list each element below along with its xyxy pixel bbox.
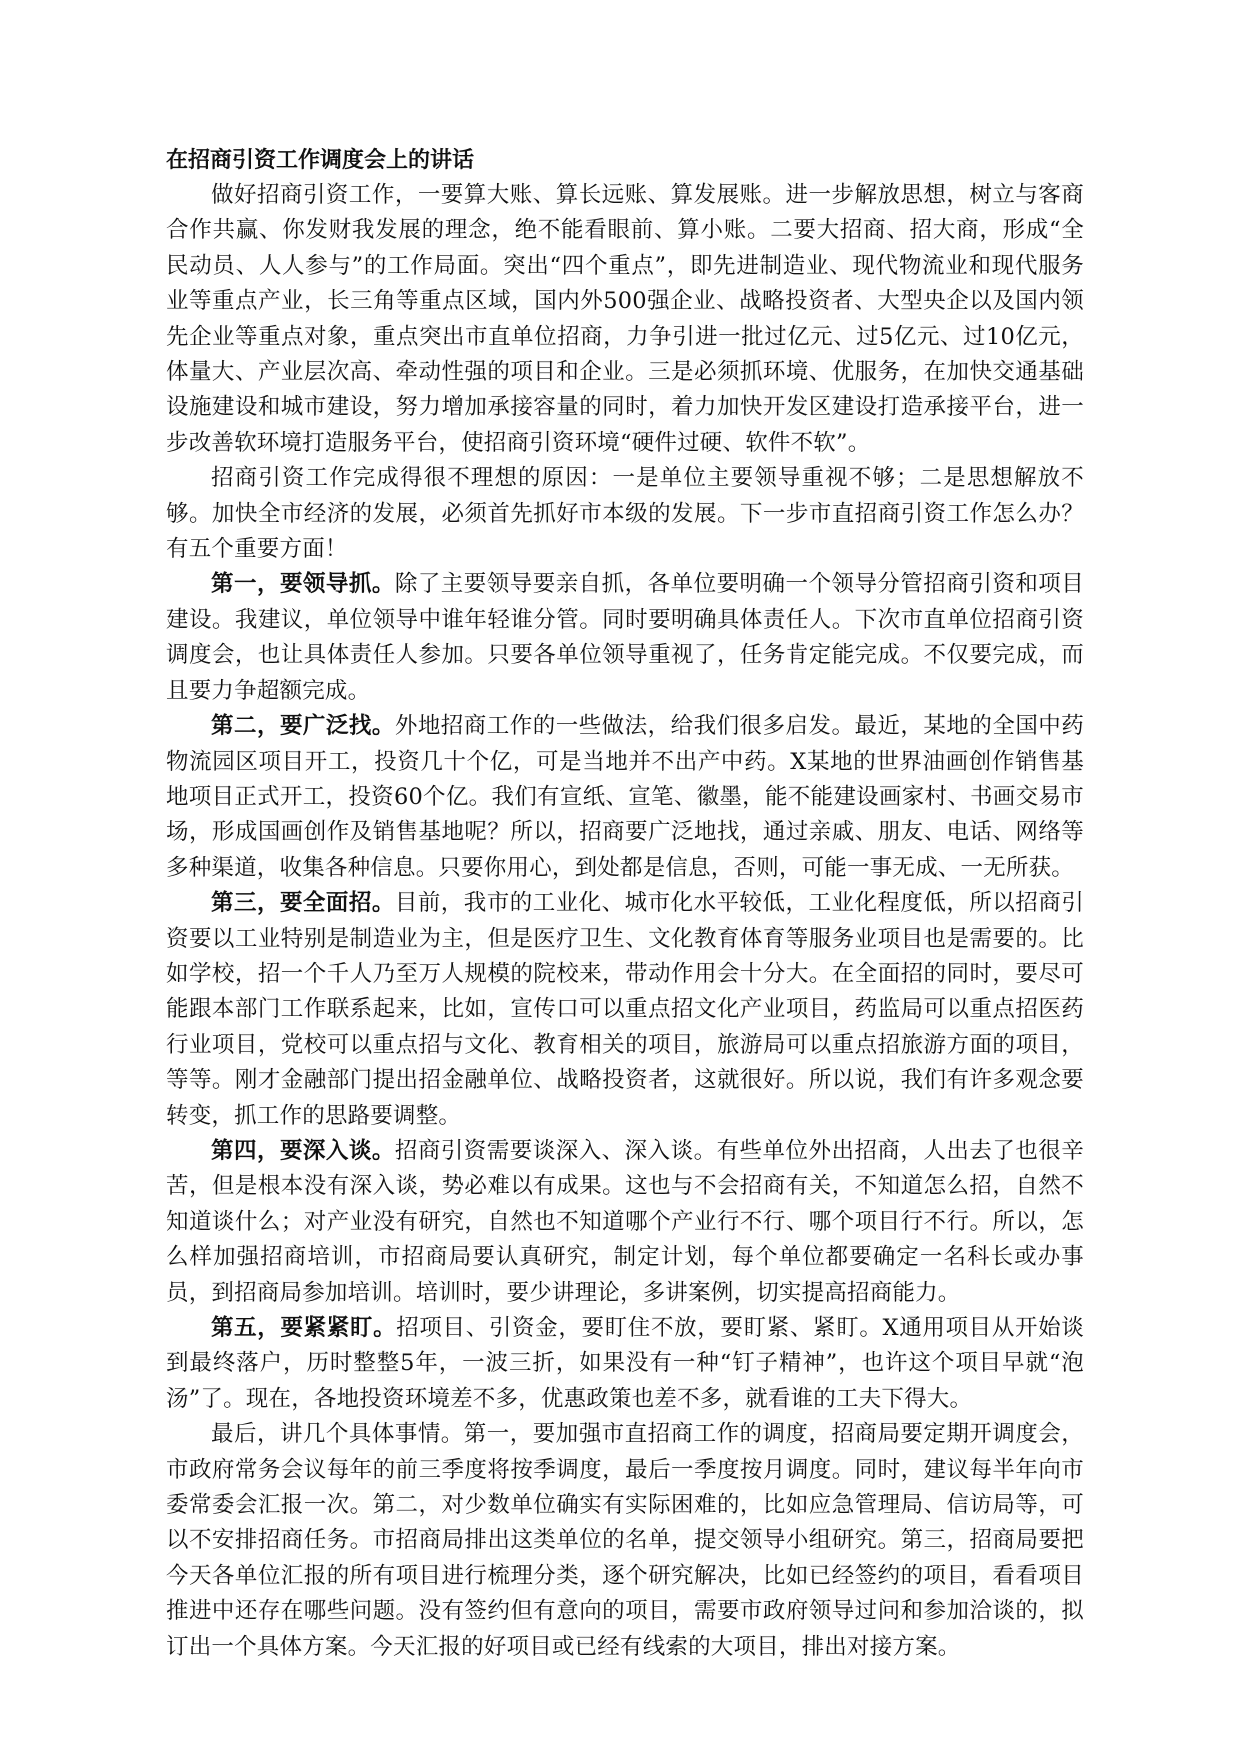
paragraph-lead: 第二，要广泛找。: [211, 713, 395, 740]
paragraph-lead: 第四，要深入谈。: [211, 1137, 395, 1164]
paragraph-point-3: [166, 886, 1084, 1134]
paragraph-lead: 第五，要紧紧盯。: [211, 1315, 397, 1341]
paragraph-text: 招商引资工作完成得很不理想的原因：一是单位主要领导重视不够；二是思想解放不够。加快全市经济的发展，必须首先抓好市本级的发展。下一步市直招商引资工作怎么办？有五个重要方面！: [166, 465, 1084, 563]
paragraph-point-1: [166, 567, 1084, 709]
paragraph-text: 招商引资需要谈深入、深入谈。有些单位外出招商，人出去了也很辛苦，但是根本没有深入谈，势必难以有成果。这也与不会招商有关，不知道怎么招，自然不知道谈什么；对产业没有研究，自然也不知道哪个产业行不行、哪个项目行不行。所以，怎么样加强招商培训，市招商局要认真研究，制定计划，每个单位都要确定一名科长或办事员，到招商局参加培训。培训时，要少讲理论，多讲案例，切实提高招商能力。: [166, 1137, 1084, 1306]
paragraph-text: 外地招商工作的一些做法，给我们很多启发。最近，某地的全国中药物流园区项目开工，投资几十个亿，可是当地并不出产中药。X某地的世界油画创作销售基地项目正式开工，投资60个亿。我们有宣纸、宣笔、徽墨，能不能建设画家村、书画交易市场，形成国画创作及销售基地呢？所以，招商要广泛地找，通过亲戚、朋友、电话、网络等多种渠道，收集各种信息。只要你用心，到处都是信息，否则，可能一事无成、一无所获。: [166, 713, 1084, 881]
document-page: [166, 144, 1084, 1665]
paragraph-point-4: [166, 1134, 1084, 1311]
paragraph-point-5: [166, 1311, 1084, 1417]
paragraph-text: 做好招商引资工作，一要算大账、算长远账、算发展账。进一步解放思想，树立与客商合作共赢、你发财我发展的理念，绝不能看眼前、算小账。二要大招商、招大商，形成“全民动员、人人参与”的工作局面。突出“四个重点”，即先进制造业、现代物流业和现代服务业等重点产业，长三角等重点区域，国内外500强企业、战略投资者、大型央企以及国内领先企业等重点对象，重点突出市直单位招商，力争引进一批过亿元、过5亿元、过10亿元，体量大、产业层次高、牵动性强的项目和企业。三是必须抓环境、优服务，在加快交通基础设施建设和城市建设，努力增加承接容量的同时，着力加快开发区建设打造承接平台，进一步改善软环境打造服务平台，使招商引资环境“硬件过硬、软件不软”。: [166, 182, 1084, 456]
paragraph-reasons: [166, 461, 1084, 567]
paragraph-text: 目前，我市的工业化、城市化水平较低，工业化程度低，所以招商引资要以工业特别是制造业为主，但是医疗卫生、文化教育体育等服务业项目也是需要的。比如学校，招一个千人乃至万人规模的院校来，带动作用会十分大。在全面招的同时，要尽可能跟本部门工作联系起来，比如，宣传口可以重点招文化产业项目，药监局可以重点招医药行业项目，党校可以重点招与文化、教育相关的项目，旅游局可以重点招旅游方面的项目，等等。刚才金融部门提出招金融单位、战略投资者，这就很好。所以说，我们有许多观念要转变，抓工作的思路要调整。: [166, 890, 1084, 1129]
paragraph-intro: [166, 178, 1084, 461]
paragraph-text: 招项目、引资金，要盯住不放，要盯紧、紧盯。X通用项目从开始谈到最终落户，历时整整5年，一波三折，如果没有一种“钉子精神”，也许这个项目早就“泡汤”了。现在，各地投资环境差不多，优惠政策也差不多，就看谁的工夫下得大。: [166, 1315, 1084, 1412]
paragraph-text: 除了主要领导要亲自抓，各单位要明确一个领导分管招商引资和项目建设。我建议，单位领导中谁年轻谁分管。同时要明确具体责任人。下次市直单位招商引资调度会，也让具体责任人参加。只要各单位领导重视了，任务肯定能完成。不仅要完成，而且要力争超额完成。: [166, 571, 1084, 704]
paragraph-closing: [166, 1417, 1084, 1665]
paragraph-lead: 第三，要全面招。: [211, 890, 395, 917]
paragraph-point-2: [166, 709, 1084, 886]
paragraph-text: 最后，讲几个具体事情。第一，要加强市直招商工作的调度，招商局要定期开调度会，市政府常务会议每年的前三季度将按季调度，最后一季度按月调度。同时，建议每半年向市委常委会汇报一次。第二，对少数单位确实有实际困难的，比如应急管理局、信访局等，可以不安排招商任务。市招商局排出这类单位的名单，提交领导小组研究。第三，招商局要把今天各单位汇报的所有项目进行梳理分类，逐个研究解决，比如已经签约的项目，看看项目推进中还存在哪些问题。没有签约但有意向的项目，需要市政府领导过问和参加洽谈的，拟订出一个具体方案。今天汇报的好项目或已经有线索的大项目，排出对接方案。: [166, 1421, 1084, 1660]
document-title: 在招商引资工作调度会上的讲话: [166, 148, 475, 173]
paragraph-lead: 第一，要领导抓。: [211, 571, 395, 598]
